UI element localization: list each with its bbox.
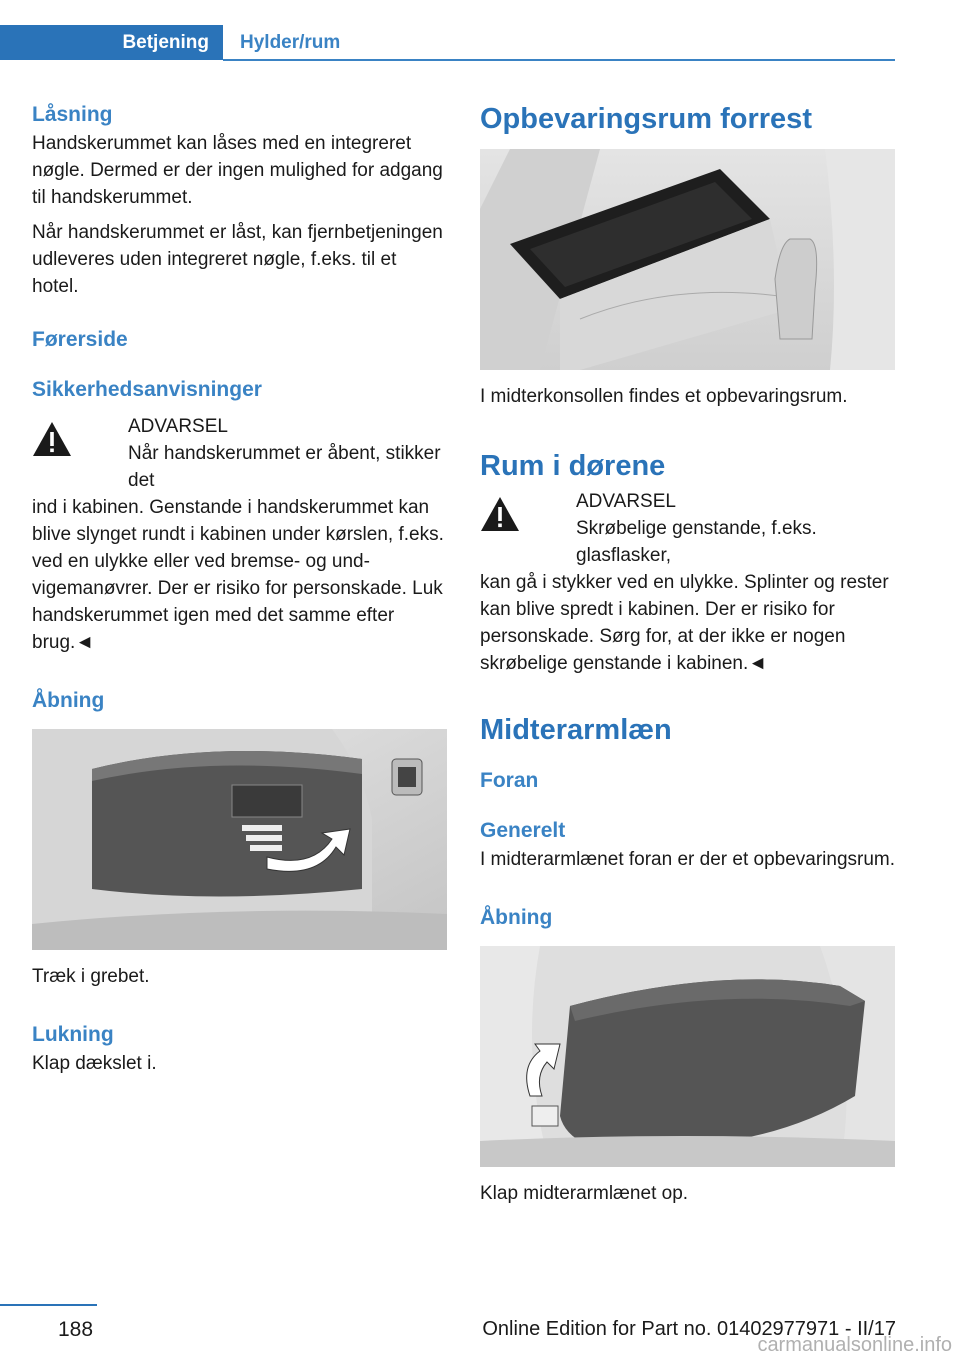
tab-hylder-rum[interactable]: Hylder/rum: [240, 32, 341, 53]
paragraph-generelt: I midterarmlænet foran er der et opbevaringsrum.: [480, 849, 896, 870]
heading-foran: Foran: [480, 769, 539, 792]
warning-text: ind i kabinen. Genstande i handskerummet kan blive slynget rundt i kabinen under kørslen, f.eks. ved en ulykke eller ved bremse- og undvigemanøvrer. Der er risiko for personskade. Luk handskerummet igen med det samme efter brug.◄: [32, 497, 444, 653]
warning-label: ADVARSEL: [128, 416, 228, 437]
warning-text: kan gå i stykker ved en ulykke. Splinter og rester kan blive spredt i kabinen. Der er risiko for personskade. Sørg for, at der ikke er nogen skrøbelige genstande i kabinen.◄: [480, 572, 889, 674]
heading-rum-i-dorene: Rum i dørene: [480, 450, 666, 482]
heading-laasning: Låsning: [32, 103, 113, 126]
right-column: [480, 100, 895, 1207]
heading-aabning: Åbning: [32, 689, 105, 712]
paragraph-laasning-2: Når handskerummet er låst, kan fjernbetjeningen udleveres uden integreret nøgle, f.eks. til et hotel.: [32, 222, 443, 297]
watermark: carmanualsonline.info: [757, 1334, 952, 1356]
warning-block: [32, 413, 447, 656]
warning-triangle-icon: [32, 421, 72, 457]
caption-storage: I midterkonsollen findes et opbevaringsrum.: [480, 386, 848, 407]
heading-midterarmlaen: Midterarmlæn: [480, 714, 672, 746]
caption-glovebox: Træk i grebet.: [32, 966, 150, 987]
warning-triangle-icon: [480, 496, 520, 532]
warning-first-line: Skrøbelige genstande, f.eks. glasflasker,: [576, 518, 817, 566]
heading-generelt: Generelt: [480, 819, 566, 842]
paragraph-laasning-1: Handskerummet kan låses med en integreret nøgle. Dermed er der ingen mulighed for adgang til handskerummet.: [32, 133, 443, 208]
glovebox-image: [32, 729, 447, 950]
tab-betjening[interactable]: Betjening: [0, 25, 223, 60]
tab-underline: [223, 59, 895, 61]
heading-lukning: Lukning: [32, 1023, 114, 1046]
heading-forerside: Førerside: [32, 328, 128, 351]
paragraph-lukning: Klap dækslet i.: [32, 1053, 157, 1074]
left-column: [32, 100, 447, 1077]
heading-sikkerhedsanvisninger: Sikkerhedsanvisninger: [32, 378, 262, 401]
heading-opbevaringsrum: Opbevaringsrum forrest: [480, 103, 812, 135]
caption-armrest: Klap midterarmlænet op.: [480, 1183, 689, 1204]
warning-label: ADVARSEL: [576, 491, 676, 512]
edition-text: Online Edition for Part no. 01402977971 - II/17: [482, 1318, 896, 1340]
footer-line: [0, 1304, 97, 1306]
warning-first-line: Når handskerummet er åbent, stikker det: [128, 443, 441, 491]
heading-aabning-armrest: Åbning: [480, 906, 553, 929]
warning-block-doors: [480, 488, 895, 677]
storage-image: [480, 149, 895, 370]
page-number: 188: [58, 1318, 94, 1341]
armrest-image: [480, 946, 895, 1167]
header-tabbar: [0, 25, 895, 60]
